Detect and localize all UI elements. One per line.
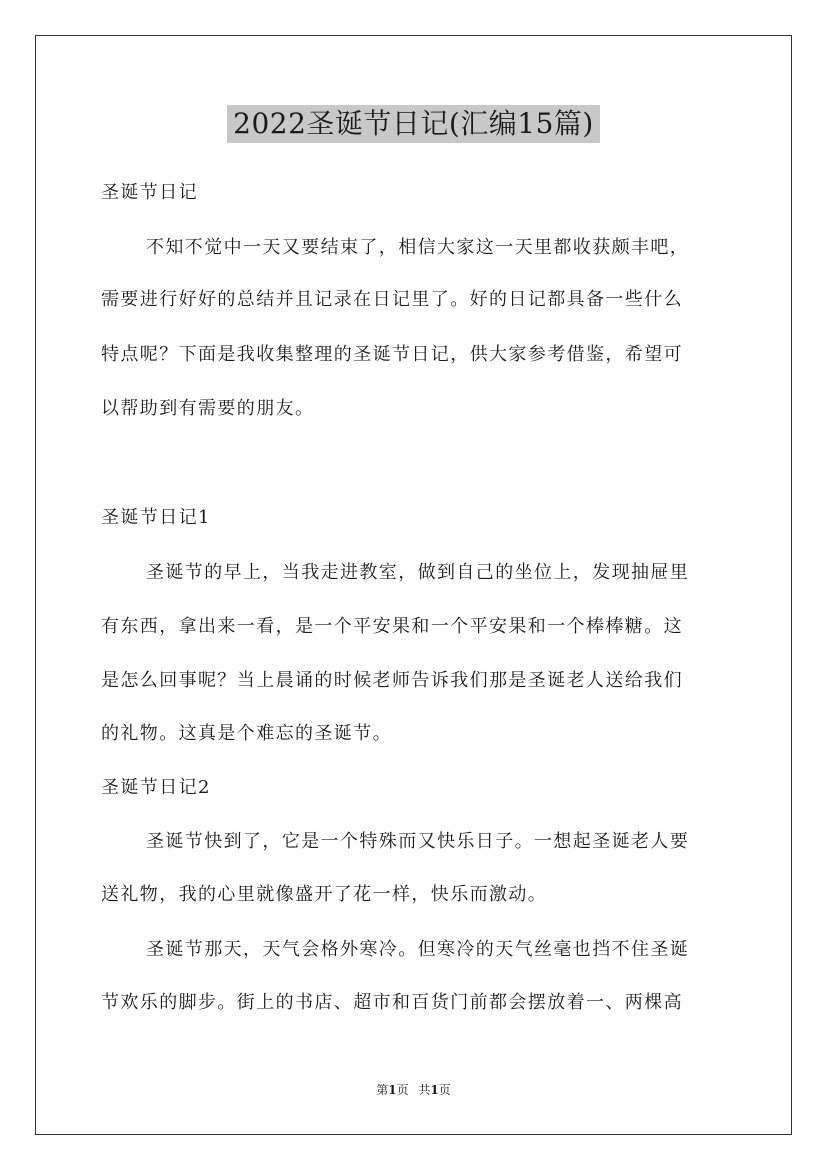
paragraph-line: 圣诞节的早上，当我走进教室，做到自己的坐位上，发现抽屉里 xyxy=(146,562,690,583)
paragraph-line: 特点呢？下面是我收集整理的圣诞节日记，供大家参考借鉴，希望可 xyxy=(101,344,683,365)
paragraph-line: 需要进行好好的总结并且记录在日记里了。好的日记都具备一些什么 xyxy=(101,289,683,310)
paragraph-line: 送礼物，我的心里就像盛开了花一样，快乐而激动。 xyxy=(101,884,548,905)
document-title-text: 2022圣诞节日记(汇编15篇) xyxy=(227,105,600,143)
total-pages-number: 1 xyxy=(430,1083,439,1097)
paragraph-line: 是怎么回事呢？当上晨诵的时候老师告诉我们那是圣诞老人送给我们 xyxy=(101,670,683,691)
paragraph-line: 的礼物。这真是个难忘的圣诞节。 xyxy=(101,723,392,744)
page-footer xyxy=(0,1082,827,1098)
paragraph-line: 不知不觉中一天又要结束了，相信大家这一天里都收获颇丰吧， xyxy=(146,237,690,258)
page-number: 1 xyxy=(388,1083,397,1097)
total-pages-indicator: 共1页 xyxy=(418,1083,451,1097)
paragraph-line: 节欢乐的脚步。街上的书店、超市和百货门前都会摆放着一、两棵高 xyxy=(101,992,683,1013)
section-heading-entry-2: 圣诞节日记2 xyxy=(101,777,211,798)
page-indicator: 第1页 xyxy=(376,1083,409,1097)
section-heading-intro: 圣诞节日记 xyxy=(101,182,198,203)
paragraph-line: 以帮助到有需要的朋友。 xyxy=(101,398,315,419)
paragraph-line: 圣诞节快到了，它是一个特殊而又快乐日子。一想起圣诞老人要 xyxy=(146,831,690,852)
section-heading-entry-1: 圣诞节日记1 xyxy=(101,507,211,528)
paragraph-line: 圣诞节那天，天气会格外寒冷。但寒冷的天气丝毫也挡不住圣诞 xyxy=(146,939,690,960)
document-title xyxy=(0,103,827,143)
paragraph-line: 有东西，拿出来一看，是一个平安果和一个平安果和一个棒棒糖。这 xyxy=(101,616,683,637)
